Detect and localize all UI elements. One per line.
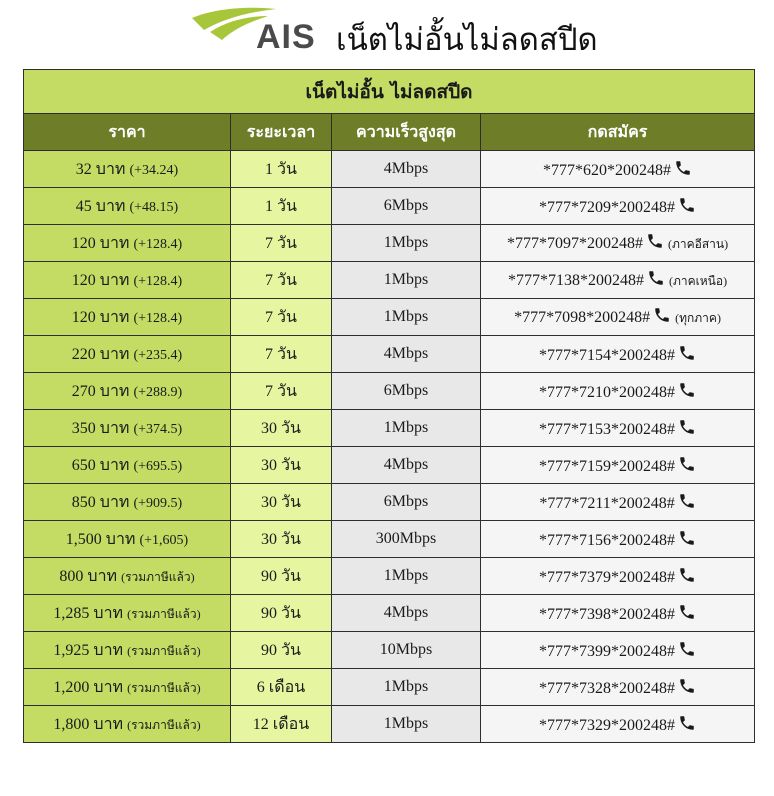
dial-code[interactable]: *777*7399*200248# [539, 642, 676, 660]
table-row [24, 188, 755, 225]
price-cell [24, 188, 231, 225]
price-cell [24, 484, 231, 521]
phone-icon[interactable] [678, 455, 696, 473]
price-value: 850 บาท [71, 493, 130, 511]
dial-code[interactable]: *777*7211*200248# [539, 494, 675, 512]
dial-code[interactable]: *777*7329*200248# [539, 716, 676, 734]
price-value: 1,200 บาท [53, 678, 124, 696]
duration-cell: 7 วัน [231, 299, 332, 336]
duration-cell: 30 วัน [231, 447, 332, 484]
table-title-row [24, 70, 755, 114]
speed-cell: 1Mbps [332, 706, 481, 743]
dial-code-cell[interactable] [481, 484, 755, 521]
speed-cell: 1Mbps [332, 225, 481, 262]
price-value: 1,800 บาท [53, 715, 124, 733]
speed-cell: 300Mbps [332, 521, 481, 558]
dial-code-cell[interactable] [481, 225, 755, 262]
duration-cell: 90 วัน [231, 558, 332, 595]
price-cell [24, 632, 231, 669]
phone-icon[interactable] [646, 232, 664, 250]
duration-cell: 1 วัน [231, 151, 332, 188]
price-note: (+34.24) [129, 162, 179, 178]
phone-icon[interactable] [678, 196, 696, 214]
price-cell [24, 595, 231, 632]
dial-code-cell[interactable] [481, 336, 755, 373]
price-value: 270 บาท [71, 382, 130, 400]
phone-icon[interactable] [678, 529, 696, 547]
duration-cell: 30 วัน [231, 484, 332, 521]
price-cell [24, 262, 231, 299]
table-row [24, 558, 755, 595]
dial-code[interactable]: *777*620*200248# [543, 161, 672, 179]
table-row [24, 447, 755, 484]
table-row [24, 669, 755, 706]
price-value: 350 บาท [71, 419, 130, 437]
price-value: 800 บาท [59, 567, 118, 585]
table-title: เน็ตไม่อั้น ไม่ลดสปีด [24, 70, 755, 114]
region-note: (ภาคอีสาน) [667, 237, 729, 251]
price-note: (+235.4) [133, 347, 183, 363]
dial-code[interactable]: *777*7398*200248# [539, 605, 676, 623]
phone-icon[interactable] [678, 344, 696, 362]
duration-cell: 7 วัน [231, 336, 332, 373]
price-note: (+128.4) [133, 273, 183, 289]
dial-code[interactable]: *777*7097*200248# [506, 235, 643, 252]
price-note: (+909.5) [133, 495, 183, 511]
price-cell [24, 706, 231, 743]
column-header-speed: ความเร็วสูงสุด [332, 114, 481, 151]
speed-cell: 6Mbps [332, 188, 481, 225]
column-header-dial-code: กดสมัคร [481, 114, 755, 151]
price-value: 120 บาท [71, 234, 130, 252]
price-cell [24, 373, 231, 410]
price-note: (+1,605) [139, 532, 189, 548]
table-row [24, 484, 755, 521]
price-note: (+128.4) [133, 236, 183, 252]
column-header-price: ราคา [24, 114, 231, 151]
price-note: (+128.4) [133, 310, 183, 326]
duration-cell: 30 วัน [231, 410, 332, 447]
speed-cell: 1Mbps [332, 558, 481, 595]
dial-code[interactable]: *777*7156*200248# [539, 531, 676, 549]
dial-code-cell[interactable] [481, 188, 755, 225]
price-note: (+288.9) [133, 384, 183, 400]
table-row [24, 151, 755, 188]
dial-code[interactable]: *777*7138*200248# [507, 272, 644, 289]
speed-cell: 1Mbps [332, 410, 481, 447]
dial-code-cell[interactable] [481, 151, 755, 188]
column-header-duration: ระยะเวลา [231, 114, 332, 151]
speed-cell: 6Mbps [332, 484, 481, 521]
price-cell [24, 558, 231, 595]
dial-code-cell[interactable] [481, 558, 755, 595]
price-cell [24, 299, 231, 336]
price-note: (รวมภาษีแล้ว) [127, 680, 201, 695]
dial-code[interactable]: *777*7153*200248# [539, 420, 676, 438]
price-value: 120 บาท [71, 271, 130, 289]
duration-cell: 90 วัน [231, 632, 332, 669]
table-row [24, 521, 755, 558]
phone-icon[interactable] [678, 603, 696, 621]
table-row [24, 225, 755, 262]
page-header [0, 0, 774, 68]
dial-code-cell[interactable] [481, 632, 755, 669]
speed-cell: 1Mbps [332, 669, 481, 706]
region-note: (ภาคเหนือ) [668, 274, 728, 288]
dial-code[interactable]: *777*7210*200248# [539, 383, 676, 401]
price-note: (รวมภาษีแล้ว) [121, 569, 195, 584]
phone-icon[interactable] [647, 269, 665, 287]
phone-icon[interactable] [678, 492, 696, 510]
dial-code[interactable]: *777*7379*200248# [539, 568, 676, 586]
page-title: เน็ตไม่อั้นไม่ลดสปีด [336, 22, 598, 58]
price-value: 220 บาท [71, 345, 130, 363]
dial-code[interactable]: *777*7328*200248# [539, 679, 676, 697]
price-note: (+374.5) [133, 421, 183, 437]
dial-code-cell[interactable] [481, 410, 755, 447]
dial-code-cell[interactable] [481, 595, 755, 632]
dial-code[interactable]: *777*7209*200248# [539, 198, 676, 216]
price-cell [24, 410, 231, 447]
phone-icon[interactable] [678, 714, 696, 732]
dial-code-cell[interactable] [481, 521, 755, 558]
table-row [24, 632, 755, 669]
duration-cell: 7 วัน [231, 373, 332, 410]
duration-cell: 30 วัน [231, 521, 332, 558]
phone-icon[interactable] [678, 640, 696, 658]
price-cell [24, 669, 231, 706]
speed-cell: 10Mbps [332, 632, 481, 669]
phone-icon[interactable] [678, 677, 696, 695]
duration-cell: 1 วัน [231, 188, 332, 225]
price-value: 45 บาท [75, 197, 126, 215]
speed-cell: 1Mbps [332, 299, 481, 336]
price-note: (รวมภาษีแล้ว) [127, 717, 201, 732]
dial-code-cell[interactable] [481, 299, 755, 336]
price-cell [24, 521, 231, 558]
duration-cell: 90 วัน [231, 595, 332, 632]
price-value: 1,500 บาท [65, 530, 136, 548]
price-value: 1,285 บาท [53, 604, 124, 622]
dial-code-cell[interactable] [481, 447, 755, 484]
speed-cell: 6Mbps [332, 373, 481, 410]
table-row [24, 706, 755, 743]
price-value: 120 บาท [71, 308, 130, 326]
table-row [24, 262, 755, 299]
price-note: (รวมภาษีแล้ว) [127, 643, 201, 658]
price-value: 650 บาท [71, 456, 130, 474]
phone-icon[interactable] [678, 381, 696, 399]
phone-icon[interactable] [674, 159, 692, 177]
region-note: (ทุกภาค) [675, 311, 721, 325]
price-note: (+48.15) [129, 199, 179, 215]
dial-code-cell[interactable] [481, 706, 755, 743]
table-row [24, 410, 755, 447]
dial-code[interactable]: *777*7159*200248# [539, 457, 676, 475]
phone-icon[interactable] [653, 306, 671, 324]
dial-code-cell[interactable] [481, 373, 755, 410]
table-header-row [24, 114, 755, 151]
duration-cell: 7 วัน [231, 262, 332, 299]
price-cell [24, 225, 231, 262]
dial-code[interactable]: *777*7098*200248# [514, 309, 651, 326]
speed-cell: 1Mbps [332, 262, 481, 299]
phone-icon[interactable] [678, 566, 696, 584]
logo-text: AIS [256, 18, 316, 56]
table-row [24, 336, 755, 373]
price-note: (รวมภาษีแล้ว) [127, 606, 201, 621]
dial-code-cell[interactable] [481, 262, 755, 299]
dial-code-cell[interactable] [481, 669, 755, 706]
table-row [24, 299, 755, 336]
duration-cell: 7 วัน [231, 225, 332, 262]
table-row [24, 595, 755, 632]
speed-cell: 4Mbps [332, 151, 481, 188]
price-value: 1,925 บาท [53, 641, 124, 659]
price-cell [24, 151, 231, 188]
duration-cell: 6 เดือน [231, 669, 332, 706]
phone-icon[interactable] [678, 418, 696, 436]
speed-cell: 4Mbps [332, 336, 481, 373]
package-table [23, 69, 755, 743]
speed-cell: 4Mbps [332, 595, 481, 632]
price-value: 32 บาท [75, 160, 126, 178]
price-cell [24, 447, 231, 484]
price-cell [24, 336, 231, 373]
table-row [24, 373, 755, 410]
price-note: (+695.5) [133, 458, 183, 474]
dial-code[interactable]: *777*7154*200248# [539, 346, 676, 364]
speed-cell: 4Mbps [332, 447, 481, 484]
duration-cell: 12 เดือน [231, 706, 332, 743]
